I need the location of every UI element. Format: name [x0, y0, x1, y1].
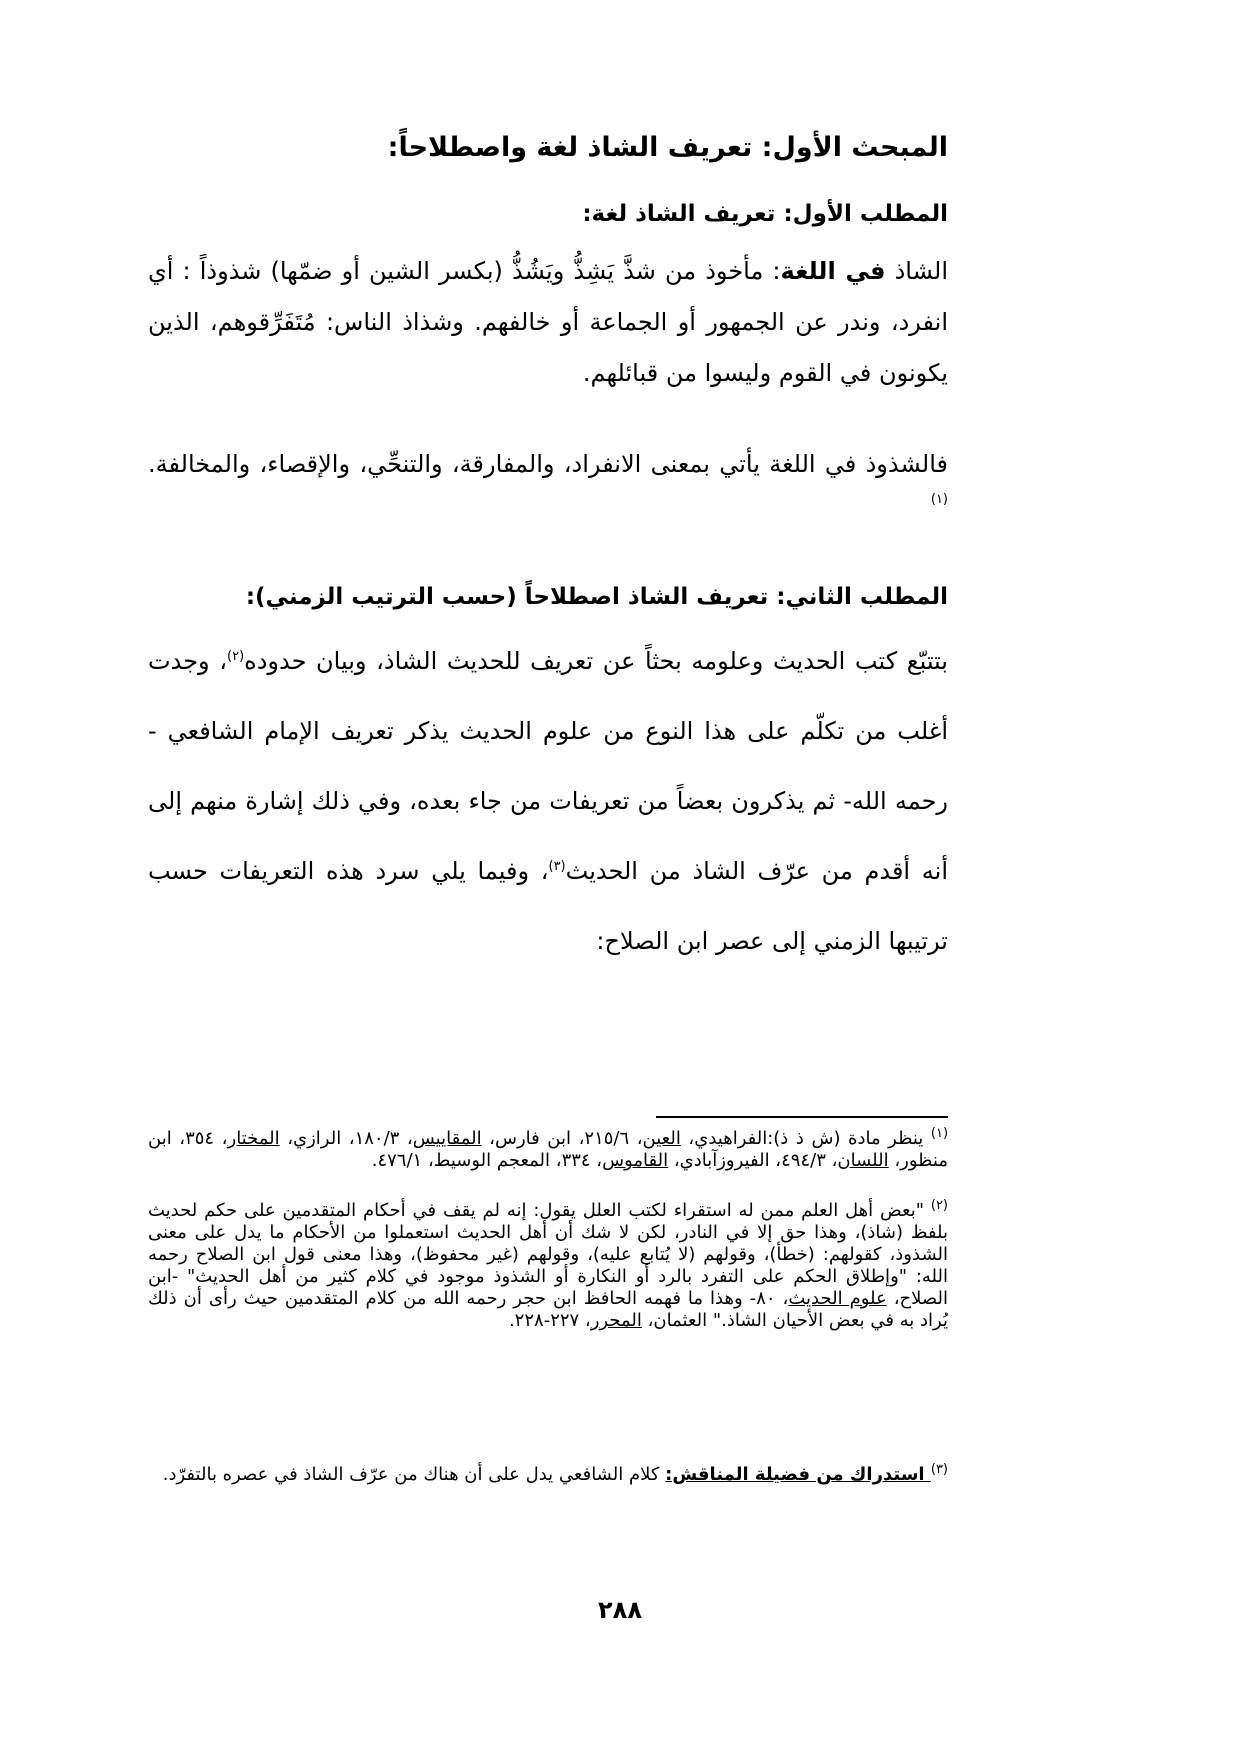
footnote-ref-1: (١) — [930, 492, 948, 507]
footnote-3-bold-label: استدراك من فضيلة المناقش: — [665, 1464, 931, 1485]
para1-start: الشاذ — [885, 257, 948, 285]
para2-text: فالشذوذ في اللغة يأتي بمعنى الانفراد، والمفارقة، والتنحِّي، والإقصاء، والمخالفة. — [148, 450, 948, 478]
subsection1-paragraph — [148, 246, 948, 399]
footnote-1-text: ، ٢١٥/٦، ابن فارس، — [481, 1128, 643, 1149]
source-title: المختار — [227, 1128, 280, 1149]
para1-bold-term: في اللغة — [780, 257, 886, 285]
footnote-1 — [148, 1128, 948, 1172]
footnote-2-text: "بعض أهل العلم ممن له استقراء لكتب العلل يقول: إنه لم يقف في أحكام المتقدمين على حكم لحديث بلفظ (شاذ)، وهذا حق إلا في النادر، لكن لا شك أن أهل الحديث استعملوا من الأحكام ما يدل على معنى الشذوذ، كقولهم: (خطأ)، وقولهم (لا يُتابع عليه)، وقولهم (غير محفوظ)، وهذا معنى قول ابن الصلاح رحمه الله: "وإطلاق الحكم على التفرد بالرد أو النكارة أو الشذوذ موجود في كلام كثير من أهل الحديث" -ابن الصلاح، — [148, 1200, 948, 1309]
source-title: اللسان — [837, 1150, 889, 1171]
subsection2-title: المطلب الثاني: تعريف الشاذ اصطلاحاً (حسب الترتيب الزمني): — [245, 584, 948, 610]
footnote-1-text: ، ١٨٠/٣، الرازي، — [279, 1128, 413, 1149]
footnote-1-text: ينظر مادة (ش ذ ذ):الفراهيدي، — [680, 1128, 931, 1149]
subsection2-text-c: ، وفيما يلي سرد هذه التعريفات حسب ترتيبها الزمني إلى عصر ابن الصلاح: — [148, 857, 948, 955]
footnote-1-text: ، ٣٥٤، ابن منظور، — [148, 1128, 948, 1171]
source-title: القاموس — [602, 1150, 669, 1171]
footnote-2-text: ، ٢٢٧-٢٢٨. — [508, 1310, 591, 1331]
footnote-1-number: (١) — [930, 1126, 949, 1141]
footnote-2 — [148, 1200, 948, 1332]
source-title: العين — [642, 1128, 681, 1149]
subsection2-text-a: بتتبّع كتب الحديث وعلومه بحثاً عن تعريف للحديث الشاذ، وبيان حدوده — [244, 647, 948, 675]
subsection1-title: المطلب الأول: تعريف الشاذ لغة: — [582, 201, 948, 227]
footnote-separator — [656, 1116, 948, 1118]
footnote-1-text: ، ٤٩٤/٣، الفيروزآبادي، — [668, 1150, 838, 1171]
source-title: علوم الحديث — [788, 1288, 887, 1309]
subsection2-text-b: ، وجدت أغلب من تكلّم على هذا النوع من علوم الحديث يذكر تعريف الإمام الشافعي - رحمه الله- ثم يذكرون بعضاً من تعريفات من جاء بعده، وفي ذلك إشارة منهم إلى أنه أقدم من عرّف الشاذ من الحديث — [148, 647, 948, 885]
section-title: المبحث الأول: تعريف الشاذ لغة واصطلاحاً: — [387, 132, 948, 163]
footnote-3-text: كلام الشافعي يدل على أن هناك من عرّف الشاذ في عصره بالتفرّد. — [162, 1464, 666, 1485]
footnote-ref-2: (٢) — [227, 649, 245, 664]
source-title: المقاييس — [412, 1128, 482, 1149]
page-number: ٢٨٨ — [598, 1596, 642, 1624]
source-title: المحرر — [590, 1310, 642, 1331]
footnote-2-text: ، ٨٠- وهذا ما فهمه الحافظ ابن حجر رحمه الله من كلام المتقدمين حيث رأى أن ذلك يُراد به في بعض الأحيان الشاذ." العثمان، — [148, 1288, 948, 1331]
subsection1-summary — [148, 444, 948, 524]
footnote-2-number: (٢) — [930, 1198, 948, 1213]
subsection2-paragraph — [148, 626, 948, 976]
footnote-1-text: ، ٣٣٤، المعجم الوسيط، ٤٧٦/١. — [371, 1150, 603, 1171]
footnote-3-number: (٣) — [930, 1462, 948, 1477]
footnote-ref-3: (٣) — [548, 859, 566, 874]
para1-rest: : مأخوذ من شذَّ يَشِذُّ ويَشُذُّ (بكسر الشين أو ضمّها) شذوذاً : أي انفرد، وندر عن الجمهور أو الجماعة أو خالفهم. وشذاذ الناس: مُتَفَرِّقوهم، الذين يكونون في القوم وليسوا من قبائلهم. — [148, 257, 948, 387]
footnote-3 — [148, 1464, 948, 1486]
